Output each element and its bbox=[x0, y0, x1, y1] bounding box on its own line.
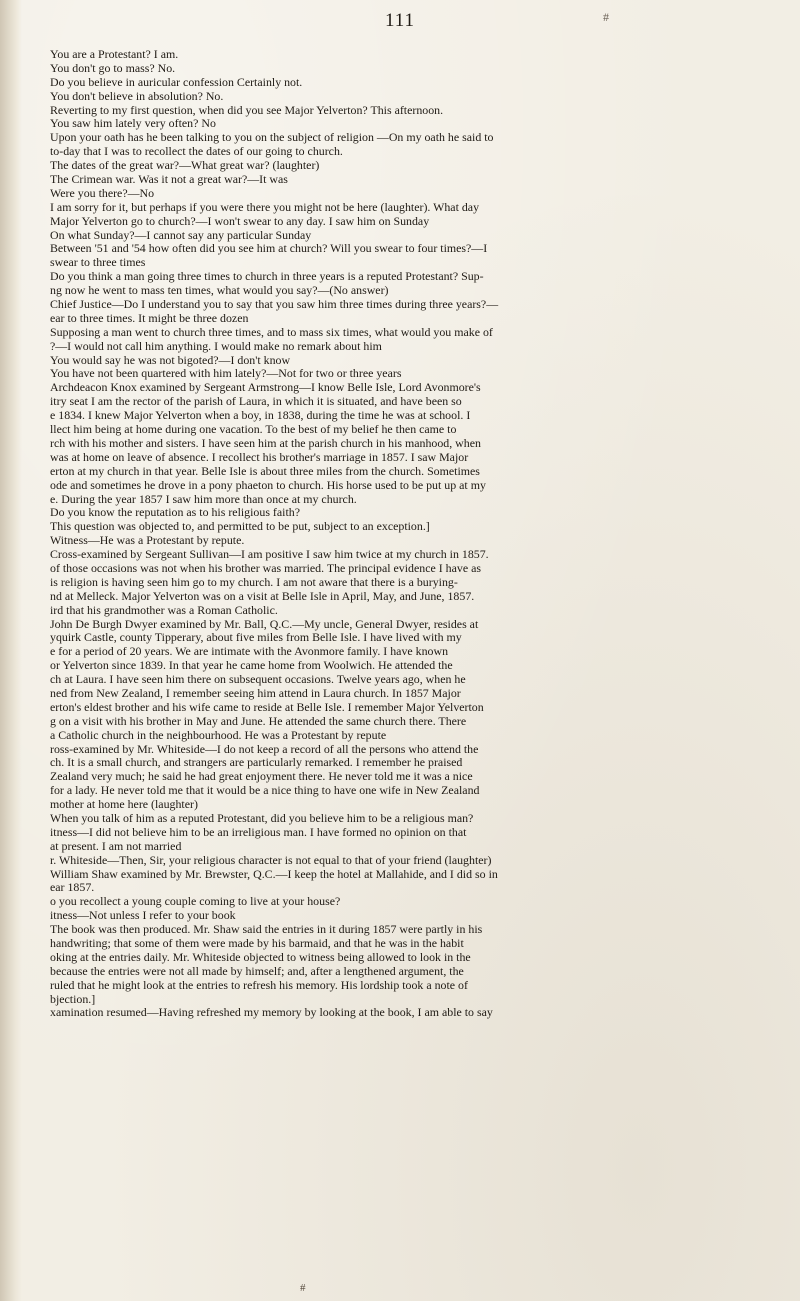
transcript-line: e. During the year 1857 I saw him more than once at my church. bbox=[50, 492, 357, 506]
transcript-line: g on a visit with his brother in May and June. He attended the same church there. There bbox=[50, 714, 467, 728]
transcript-line: John De Burgh Dwyer examined by Mr. Ball, Q.C.—My uncle, General Dwyer, resides at bbox=[50, 617, 479, 631]
transcript-line: is religion is having seen him go to my church. I am not aware that there is a burying- bbox=[50, 575, 458, 589]
transcript-line: Cross-examined by Sergeant Sullivan—I am positive I saw him twice at my church in 1857. bbox=[50, 548, 489, 562]
transcript-line: ch. It is a small church, and strangers are particularly remarked. I remember he praised bbox=[50, 756, 463, 770]
transcript-line: Supposing a man went to church three times, and to mass six times, what would you make of bbox=[50, 325, 493, 339]
transcript-line: or Yelverton since 1839. In that year he came home from Woolwich. He attended the bbox=[50, 659, 453, 673]
transcript-line: When you talk of him as a reputed Protestant, did you believe him to be a religious man? bbox=[50, 811, 474, 825]
transcript-line: Major Yelverton go to church?—I won't swear to any day. I saw him on Sunday bbox=[50, 214, 430, 228]
transcript-line: Witness—He was a Protestant by repute. bbox=[50, 534, 245, 548]
transcript-line: mother at home here (laughter) bbox=[50, 798, 198, 812]
transcript-body bbox=[50, 48, 786, 1020]
transcript-line: erton's eldest brother and his wife came to reside at Belle Isle. I remember Major Yelverton bbox=[50, 700, 484, 714]
transcript-line: swear to three times bbox=[50, 256, 146, 270]
transcript-line: of those occasions was not when his brother was married. The principal evidence I have as bbox=[50, 561, 482, 575]
transcript-line: You don't go to mass? No. bbox=[50, 61, 176, 75]
transcript-line: You are a Protestant? I am. bbox=[50, 48, 179, 61]
transcript-line: ned from New Zealand, I remember seeing him attend in Laura church. In 1857 Major bbox=[50, 686, 461, 700]
transcript-line: to-day that I was to recollect the dates of our going to church. bbox=[50, 145, 343, 159]
transcript-line: oking at the entries daily. Mr. Whiteside objected to witness being allowed to look in the bbox=[50, 950, 471, 964]
binding-gutter bbox=[0, 0, 22, 1301]
transcript-line: ode and sometimes he drove in a pony phaeton to church. His horse used to be put up at my bbox=[50, 478, 486, 492]
transcript-line: You have not been quartered with him lately?—Not for two or three years bbox=[50, 367, 402, 381]
transcript-line: e 1834. I knew Major Yelverton when a boy, in 1838, during the time he was at school. I bbox=[50, 409, 471, 423]
transcript-line: The book was then produced. Mr. Shaw said the entries in it during 1857 were partly in his bbox=[50, 923, 483, 937]
transcript-line: bjection.] bbox=[50, 992, 96, 1006]
transcript-line: at present. I am not married bbox=[50, 839, 182, 853]
transcript-line: Between '51 and '54 how often did you see him at church? Will you swear to four times?—I bbox=[50, 242, 488, 256]
transcript-line: ird that his grandmother was a Roman Catholic. bbox=[50, 603, 278, 617]
transcript-line: William Shaw examined by Mr. Brewster, Q.C.—I keep the hotel at Mallahide, and I did so in bbox=[50, 867, 498, 881]
transcript-line: a Catholic church in the neighbourhood. He was a Protestant by repute bbox=[50, 728, 387, 742]
transcript-line: Archdeacon Knox examined by Sergeant Armstrong—I know Belle Isle, Lord Avonmore's bbox=[50, 381, 481, 395]
transcript-line: I am sorry for it, but perhaps if you were there you might not be here (laughter). What day bbox=[50, 200, 480, 214]
transcript-line: itry seat I am the rector of the parish of Laura, in which it is situated, and have been so bbox=[50, 395, 462, 409]
transcript-line: Zealand very much; he said he had great enjoyment there. He never told me it was a nice bbox=[50, 770, 473, 784]
transcript-line: This question was objected to, and permitted to be put, subject to an exception.] bbox=[50, 520, 430, 534]
page-number: 111 bbox=[384, 10, 416, 31]
transcript-line: ng now he went to mass ten times, what would you say?—(No answer) bbox=[50, 284, 389, 298]
transcript-line: was at home on leave of absence. I recollect his brother's marriage in 1857. I saw Major bbox=[50, 450, 469, 464]
transcript-line: You would say he was not bigoted?—I don't know bbox=[50, 353, 291, 367]
transcript-line: llect him being at home during one vacation. To the best of my belief he then came to bbox=[50, 423, 457, 437]
transcript-line: because the entries were not all made by himself; and, after a lengthened argument, the bbox=[50, 964, 464, 978]
transcript-line: ruled that he might look at the entries to refresh his memory. His lordship took a note of bbox=[50, 978, 468, 992]
transcript-line: Do you believe in auricular confession Certainly not. bbox=[50, 75, 303, 89]
transcript-line: You don't believe in absolution? No. bbox=[50, 89, 224, 103]
transcript-line: The dates of the great war?—What great war? (laughter) bbox=[50, 159, 320, 173]
page-mark: # bbox=[603, 10, 609, 24]
transcript-line: xamination resumed—Having refreshed my memory by looking at the book, I am able to say bbox=[50, 1006, 493, 1020]
transcript-line: e for a period of 20 years. We are intimate with the Avonmore family. I have known bbox=[50, 645, 449, 659]
transcript-line: r. Whiteside—Then, Sir, your religious character is not equal to that of your friend (laughter) bbox=[50, 853, 492, 867]
transcript-line: erton at my church in that year. Belle Isle is about three miles from the church. Sometimes bbox=[50, 464, 480, 478]
transcript-line: The Crimean war. Was it not a great war?—It was bbox=[50, 173, 288, 187]
transcript-line: ear to three times. It might be three dozen bbox=[50, 311, 249, 325]
transcript-line: Reverting to my first question, when did you see Major Yelverton? This afternoon. bbox=[50, 103, 444, 117]
transcript-line: for a lady. He never told me that it would be a nice thing to have one wife in New Zealand bbox=[50, 784, 480, 798]
transcript-line: On what Sunday?—I cannot say any particular Sunday bbox=[50, 228, 312, 242]
transcript-line: ear 1857. bbox=[50, 881, 95, 895]
transcript-line: Chief Justice—Do I understand you to say that you saw him three times during three years?— bbox=[50, 298, 499, 312]
transcript-line: nd at Melleck. Major Yelverton was on a visit at Belle Isle in April, May, and June, 1857. bbox=[50, 589, 475, 603]
transcript-line: Do you know the reputation as to his religious faith? bbox=[50, 506, 300, 520]
transcript-line: itness—I did not believe him to be an irreligious man. I have formed no opinion on that bbox=[50, 825, 467, 839]
transcript-line: yquirk Castle, county Tipperary, about five miles from Belle Isle. I have lived with my bbox=[50, 631, 462, 645]
transcript-line: rch with his mother and sisters. I have seen him at the parish church in his manhood, when bbox=[50, 436, 481, 450]
footer-mark: # bbox=[300, 1282, 306, 1294]
transcript-line: ?—I would not call him anything. I would make no remark about him bbox=[50, 339, 382, 353]
transcript-line: o you recollect a young couple coming to live at your house? bbox=[50, 895, 341, 909]
transcript-line: handwriting; that some of them were made by his barmaid, and that he was in the habit bbox=[50, 937, 464, 950]
transcript-line: Do you think a man going three times to church in three years is a reputed Protestant? Sup- bbox=[50, 270, 484, 284]
transcript-line: You saw him lately very often? No bbox=[50, 117, 216, 131]
transcript-line: Upon your oath has he been talking to you on the subject of religion —On my oath he said to bbox=[50, 131, 494, 145]
transcript-line: Were you there?—No bbox=[50, 186, 155, 200]
transcript-line: ch at Laura. I have seen him there on subsequent occasions. Twelve years ago, when he bbox=[50, 673, 466, 687]
transcript-line: itness—Not unless I refer to your book bbox=[50, 909, 236, 923]
transcript-line: ross-examined by Mr. Whiteside—I do not keep a record of all the persons who attend the bbox=[50, 742, 479, 756]
